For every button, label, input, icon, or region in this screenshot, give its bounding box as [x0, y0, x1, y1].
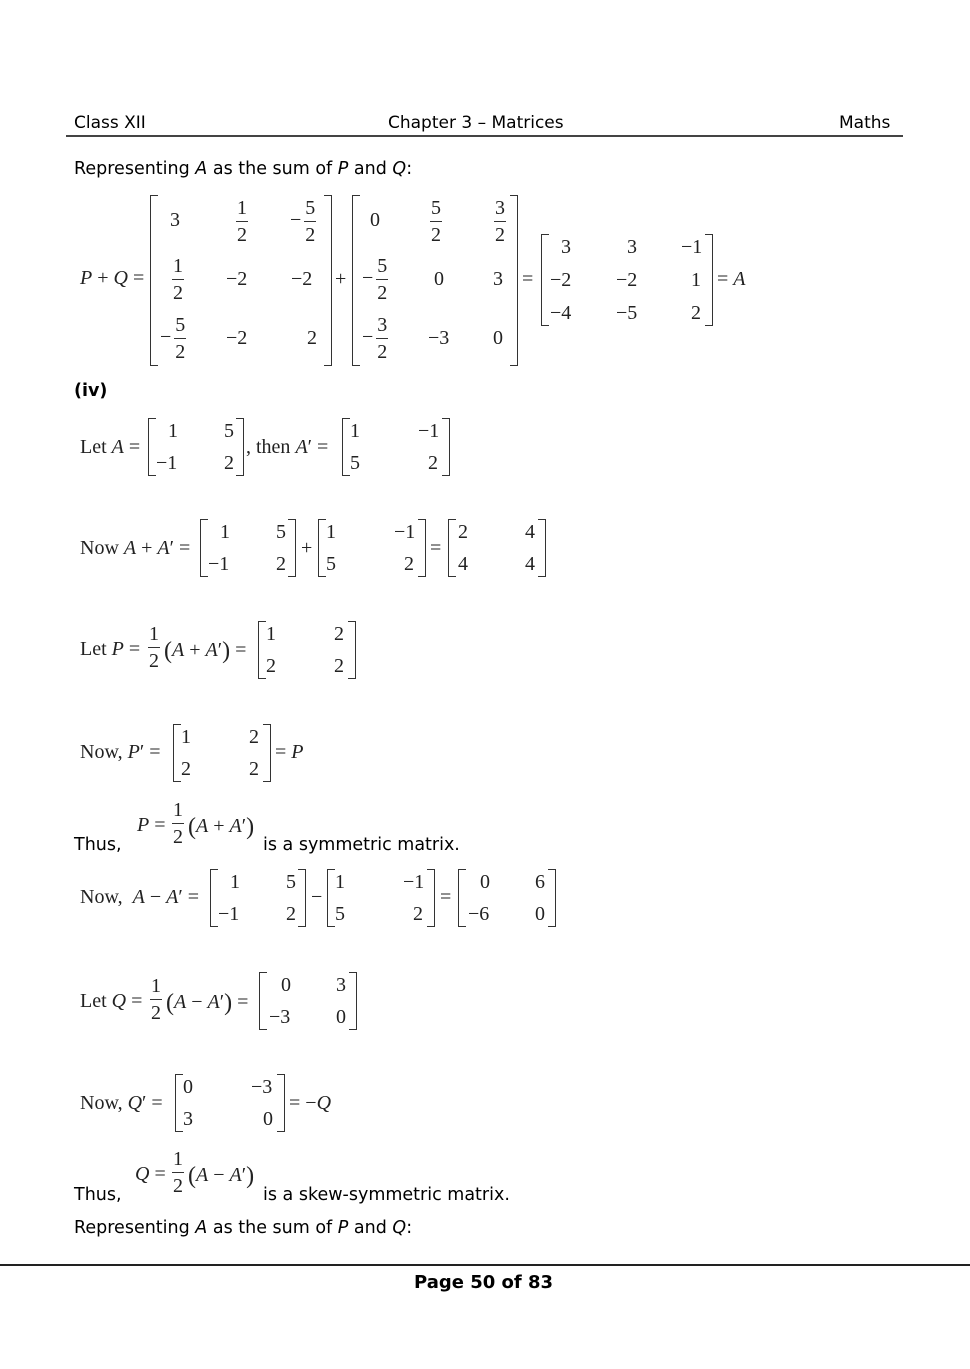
matrix-cell: 0 [281, 974, 291, 996]
header-chapter: Chapter 3 – Matrices [388, 113, 564, 133]
let-P-expr: (A + A′) = [164, 638, 247, 664]
matrix-cell: 2 [307, 327, 317, 349]
half-fraction: $\frac{1}{2}$ [151, 975, 161, 1024]
matrix-P-3x3 [150, 195, 332, 366]
half-fraction: $\frac{1}{2}$ [149, 623, 159, 672]
matrix-cell: 0 [183, 1076, 193, 1098]
matrix-cell: − $\frac{5}{2}$ [362, 255, 388, 304]
matrix-A-2x2 [200, 519, 296, 577]
matrix-At-2x2 [327, 869, 435, 927]
matrix-cell: 6 [535, 871, 545, 893]
right-bracket [324, 195, 332, 366]
outro-text [74, 1218, 412, 1238]
minus-sign: − [311, 886, 323, 908]
var-P: P [337, 1218, 349, 1238]
matrix-cell: 5 [276, 521, 286, 543]
right-bracket [263, 724, 271, 782]
left-bracket [173, 724, 181, 782]
let-Q-prefix: Let Q = [80, 990, 143, 1012]
matrix-cell: −1 [394, 521, 416, 543]
var-Q: Q [392, 159, 407, 179]
P-formula-lhs: P = [137, 814, 166, 836]
left-bracket [148, 418, 156, 476]
var-P: P [337, 159, 349, 179]
matrix-cell: 3 [627, 236, 637, 258]
matrix-cell: 1 [326, 521, 336, 543]
matrix-A-2x2 [210, 869, 306, 927]
matrix-cell: −1 [208, 553, 230, 575]
right-bracket [418, 519, 426, 577]
right-bracket [298, 869, 306, 927]
header-class: Class XII [74, 113, 146, 133]
matrix-cell: 1 [168, 420, 178, 442]
right-bracket [538, 519, 546, 577]
matrix-A-3x3 [541, 234, 713, 326]
equals-A: = A [717, 268, 746, 290]
matrix-cell: 4 [525, 553, 535, 575]
matrix-Q-3x3 [352, 195, 518, 366]
intro-part: as the sum of [207, 159, 338, 179]
left-bracket [541, 234, 549, 326]
footer-divider [0, 1264, 970, 1266]
matrix-cell: 2 [266, 655, 276, 677]
intro-part: Representing [74, 159, 196, 179]
outro-part: Representing [74, 1218, 196, 1238]
left-bracket [258, 621, 266, 679]
let-A-prefix: Let A = [80, 436, 141, 458]
matrix-cell: 3 [336, 974, 346, 996]
matrix-cell: 1 [350, 420, 360, 442]
matrix-cell: 0 [336, 1006, 346, 1028]
matrix-cell: 0 [263, 1108, 273, 1130]
left-bracket [448, 519, 456, 577]
Q-transpose-prefix: Now, Q′ = [80, 1092, 163, 1114]
right-bracket [510, 195, 518, 366]
symmetric-conclusion: is a symmetric matrix. [263, 835, 460, 855]
right-bracket [277, 1074, 285, 1132]
A-minus-At-prefix: Now, A − A′ = [80, 886, 199, 908]
matrix-cell: $\frac{5}{2}$ [431, 197, 441, 246]
matrix-result-2x2 [458, 869, 556, 927]
matrix-cell: 0 [480, 871, 490, 893]
right-bracket [442, 418, 450, 476]
matrix-result-2x2 [448, 519, 546, 577]
right-bracket [236, 418, 244, 476]
let-Q-expr: (A − A′) = [166, 990, 249, 1016]
P-formula-rhs: (A + A′) [188, 814, 255, 840]
matrix-cell: −1 [218, 903, 240, 925]
left-bracket [210, 869, 218, 927]
matrix-At-2x2 [342, 418, 450, 476]
matrix-cell: 2 [249, 758, 259, 780]
matrix-cell: 1 [266, 623, 276, 645]
let-P-prefix: Let P = [80, 638, 141, 660]
matrix-cell: 0 [370, 209, 380, 231]
matrix-Pt-2x2 [173, 724, 271, 782]
outro-part: as the sum of [207, 1218, 338, 1238]
matrix-cell: 3 [561, 236, 571, 258]
left-bracket [352, 195, 360, 366]
matrix-cell: −4 [550, 302, 572, 324]
page-number: Page 50 of 83 [414, 1272, 554, 1293]
matrix-cell: −3 [428, 327, 450, 349]
equals-P: = P [275, 741, 304, 763]
matrix-cell: −2 [616, 269, 638, 291]
matrix-cell: − $\frac{5}{2}$ [160, 314, 186, 363]
matrix-cell: −2 [226, 327, 248, 349]
matrix-cell: −1 [681, 236, 703, 258]
left-bracket [259, 972, 267, 1030]
left-bracket [327, 869, 335, 927]
A-plus-At-prefix: Now A + A′ = [80, 537, 191, 559]
matrix-A-2x2 [148, 418, 244, 476]
matrix-cell: 0 [493, 327, 503, 349]
matrix-cell: 2 [334, 655, 344, 677]
matrix-cell: 2 [691, 302, 701, 324]
equals-sign: = [522, 268, 534, 290]
half-fraction: $\frac{1}{2}$ [173, 799, 183, 848]
left-bracket [318, 519, 326, 577]
matrix-cell: 5 [326, 553, 336, 575]
equals-sign: = [440, 886, 452, 908]
matrix-cell: 2 [224, 452, 234, 474]
matrix-cell: −1 [156, 452, 178, 474]
matrix-cell: 4 [458, 553, 468, 575]
matrix-cell: −3 [251, 1076, 273, 1098]
right-bracket [705, 234, 713, 326]
equals-neg-Q: = −Q [289, 1092, 332, 1114]
var-A: A [195, 1218, 208, 1238]
right-bracket [288, 519, 296, 577]
matrix-cell: 1 [691, 269, 701, 291]
matrix-Q-2x2 [259, 972, 357, 1030]
matrix-cell: −1 [418, 420, 440, 442]
intro-part: : [406, 159, 413, 179]
right-bracket [349, 972, 357, 1030]
matrix-cell: 0 [434, 268, 444, 290]
matrix-cell: $\frac{1}{2}$ [237, 197, 247, 246]
matrix-cell: 2 [413, 903, 423, 925]
matrix-cell: 1 [181, 726, 191, 748]
matrix-cell: − $\frac{3}{2}$ [362, 314, 388, 363]
left-bracket [200, 519, 208, 577]
matrix-cell: 2 [334, 623, 344, 645]
right-bracket [548, 869, 556, 927]
matrix-At-2x2 [318, 519, 426, 577]
Q-formula-rhs: (A − A′) [188, 1163, 255, 1189]
matrix-cell: 1 [335, 871, 345, 893]
plus-sign: + [301, 537, 313, 559]
matrix-P-2x2 [258, 621, 356, 679]
var-Q: Q [392, 1218, 407, 1238]
left-bracket [342, 418, 350, 476]
matrix-cell: −6 [468, 903, 490, 925]
part-label: (iv) [74, 381, 108, 401]
matrix-cell: 1 [220, 521, 230, 543]
left-bracket [175, 1074, 183, 1132]
matrix-cell: 2 [458, 521, 468, 543]
half-fraction: $\frac{1}{2}$ [173, 1148, 183, 1197]
matrix-cell: −2 [226, 268, 248, 290]
right-bracket [348, 621, 356, 679]
matrix-cell: 5 [224, 420, 234, 442]
matrix-cell: 3 [183, 1108, 193, 1130]
matrix-cell: 2 [276, 553, 286, 575]
matrix-cell: 3 [170, 209, 180, 231]
then-At-prefix: , then A′ = [246, 436, 329, 458]
matrix-cell: 2 [181, 758, 191, 780]
matrix-cell: 2 [286, 903, 296, 925]
matrix-cell: 2 [428, 452, 438, 474]
matrix-cell: 5 [350, 452, 360, 474]
plus-sign: + [335, 268, 347, 290]
right-bracket [427, 869, 435, 927]
Q-formula-lhs: Q = [135, 1163, 166, 1185]
matrix-cell: $\frac{3}{2}$ [495, 197, 505, 246]
left-bracket [150, 195, 158, 366]
sum-lhs: P + Q = [80, 267, 145, 289]
header-subject: Maths [839, 113, 891, 133]
matrix-cell: −1 [403, 871, 425, 893]
matrix-cell: 2 [404, 553, 414, 575]
P-transpose-prefix: Now, P′ = [80, 741, 161, 763]
matrix-cell: −3 [269, 1006, 291, 1028]
matrix-cell: − $\frac{5}{2}$ [290, 197, 316, 246]
thus-label: Thus, [74, 1185, 122, 1205]
thus-label: Thus, [74, 835, 122, 855]
matrix-cell: 4 [525, 521, 535, 543]
header-divider [66, 135, 903, 137]
outro-part: : [406, 1218, 413, 1238]
matrix-cell: −2 [550, 269, 572, 291]
skew-symmetric-conclusion: is a skew-symmetric matrix. [263, 1185, 510, 1205]
matrix-cell: −5 [616, 302, 638, 324]
matrix-cell: 1 [230, 871, 240, 893]
var-A: A [195, 159, 208, 179]
equals-sign: = [430, 537, 442, 559]
matrix-cell: −2 [291, 268, 313, 290]
matrix-cell: 0 [535, 903, 545, 925]
left-bracket [458, 869, 466, 927]
matrix-cell: $\frac{1}{2}$ [173, 255, 183, 304]
matrix-Qt-2x2 [175, 1074, 285, 1132]
matrix-cell: 5 [286, 871, 296, 893]
matrix-cell: 2 [249, 726, 259, 748]
matrix-cell: 3 [493, 268, 503, 290]
intro-text [74, 159, 412, 179]
outro-part: and [348, 1218, 393, 1238]
intro-part: and [348, 159, 393, 179]
matrix-cell: 5 [335, 903, 345, 925]
